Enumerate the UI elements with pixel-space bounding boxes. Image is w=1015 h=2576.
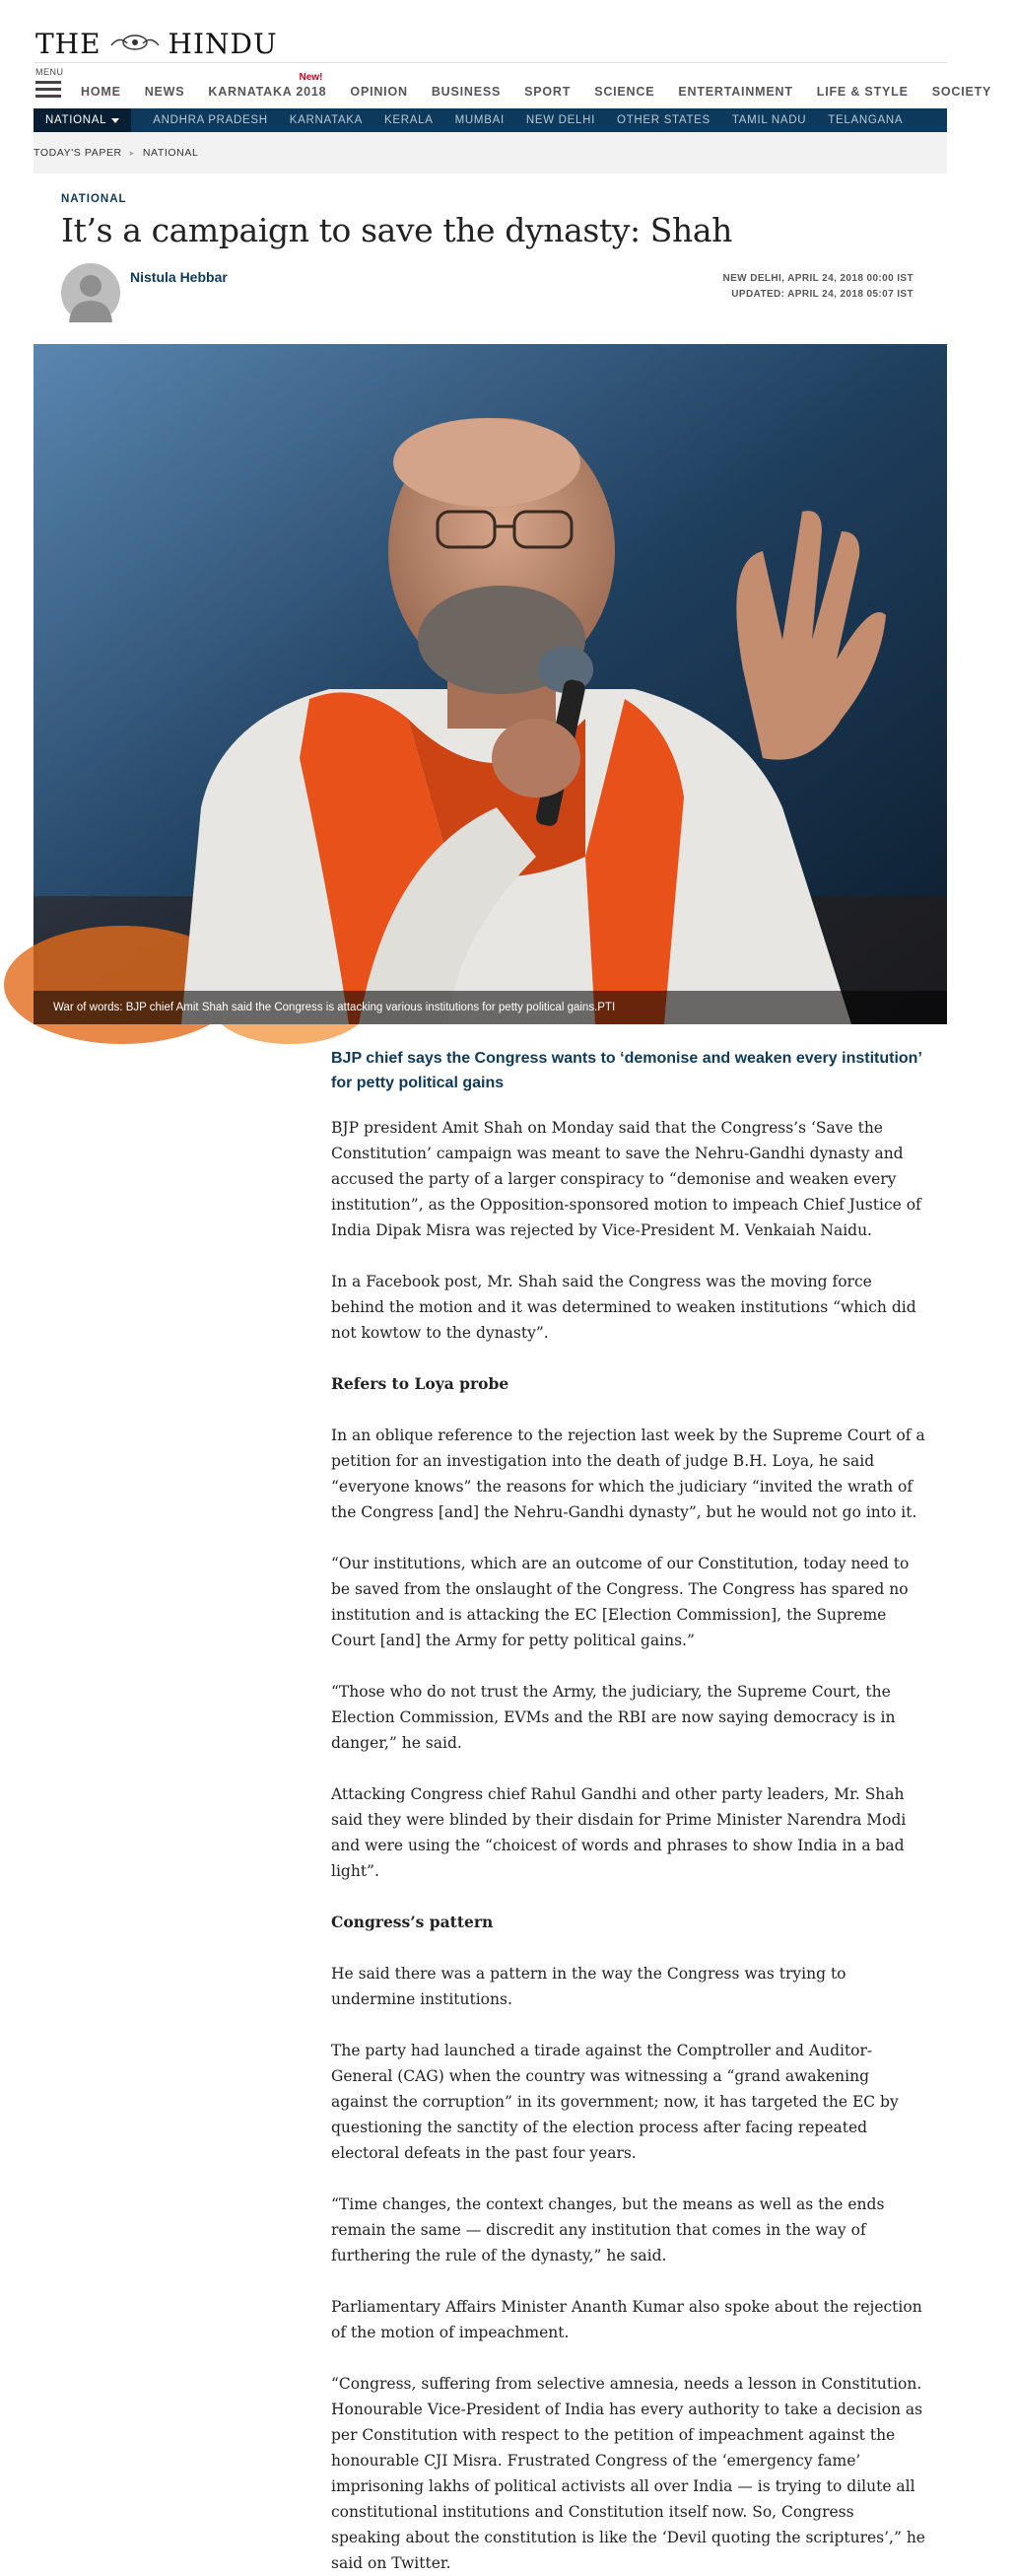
paragraph: “Congress, suffering from selective amnesia, needs a lesson in Constitution. Honourable Vice-President of India has every authority to take a decision as per Constitution with respect to the petition of impeachment against the honourable CJI Misra. Frustrated Congress of the ‘emergency fame’ imprisoning lakhs of political activists all over India — is trying to dilute all constitutional institutions and Constitution itself now. So, Congress speaking about the constitution is like the ‘Devil quoting the scriptures’,” he said on Twitter.: [331, 2375, 925, 2572]
paragraph: In a Facebook post, Mr. Shah said the Congress was the moving force behind the motion and it was determined to weaken institutions “which did not kowtow to the dynasty”.: [331, 1273, 916, 1342]
section-label[interactable]: NATIONAL: [61, 193, 127, 205]
subnav-item[interactable]: KERALA: [384, 114, 434, 126]
masthead: [34, 0, 947, 63]
paragraph: BJP president Amit Shah on Monday said that the Congress’s ‘Save the Constitution’ campaign was meant to save the Nehru-Gandhi dynasty and accused the party of a larger conspiracy to “demonise and weaken every institution”, as the Opposition-sponsored motion to impeach Chief Justice of India Dipak Misra was rejected by Vice-President M. Venkaiah Naidu.: [331, 1119, 921, 1239]
photo-illustration: [34, 344, 947, 1024]
site-logo[interactable]: [35, 26, 278, 60]
paragraph: “Our institutions, which are an outcome of our Constitution, today need to be saved from the onslaught of the Congress. The Congress has spared no institution and is attacking the EC [Election Commission], the Supreme Court [and] the Army for petty political gains.”: [331, 1555, 910, 1649]
author-name[interactable]: Nistula Hebbar: [130, 269, 228, 285]
subnav-item[interactable]: NEW DELHI: [525, 114, 596, 126]
emblem-icon: [105, 26, 165, 45]
main-navigation: [34, 63, 992, 108]
paragraph: Attacking Congress chief Rahul Gandhi and other party leaders, Mr. Shah said they were blinded by their disdain for Prime Minister Narendra Modi and were using the “choicest of words and phrases to show India in a bad light”.: [331, 1785, 907, 1880]
nav-entertainment[interactable]: ENTERTAINMENT: [678, 85, 793, 99]
caret-down-icon: [111, 118, 119, 123]
article-photo: [34, 344, 947, 1024]
dateline: NEW DELHI, APRIL 24, 2018 00:00 IST: [722, 273, 914, 284]
nav-society[interactable]: SOCIETY: [931, 85, 992, 99]
updated-time: UPDATED: APRIL 24, 2018 05:07 IST: [731, 289, 914, 300]
breadcrumb-national[interactable]: NATIONAL: [142, 147, 199, 159]
subnav-item[interactable]: OTHER STATES: [617, 114, 710, 126]
breadcrumb-separator-icon: ▸: [129, 147, 135, 158]
paragraph: In an oblique reference to the rejection last week by the Supreme Court of a petition for an investigation into the death of judge B.H. Loya, he said “everyone knows” the reasons for which the judiciary “invited the wrath of the Congress [and] the Nehru-Gandhi dynasty”, but he would not go into it.: [331, 1427, 925, 1521]
paragraph: He said there was a pattern in the way the Congress was trying to undermine institutions.: [331, 1965, 846, 2008]
nav-home[interactable]: HOME: [81, 85, 121, 99]
subheading: Congress’s pattern: [331, 1913, 494, 1931]
paragraph: “Those who do not trust the Army, the judiciary, the Supreme Court, the Election Commission, EVMs and the RBI are now saying democracy is in danger,” he said.: [331, 1683, 896, 1752]
menu-label: MENU: [35, 67, 64, 77]
nav-sport[interactable]: SPORT: [524, 85, 572, 99]
avatar-icon: [61, 263, 120, 322]
article-body: [331, 1046, 927, 2576]
subheading: Refers to Loya probe: [331, 1374, 509, 1393]
subnav-current-national[interactable]: NATIONAL: [34, 108, 131, 132]
nav-karnataka-2018[interactable]: KARNATAKA 2018 New!: [208, 72, 327, 99]
breadcrumb: [34, 132, 947, 174]
subnav-item[interactable]: TELANGANA: [828, 114, 904, 126]
subnav-item[interactable]: KARNATAKA: [289, 114, 364, 126]
paragraph: The party had launched a tirade against the Comptroller and Auditor-General (CAG) when the country was witnessing a “grand awakening against the corruption” in its government; now, it has targeted the EC by questioning the sanctity of the election process after facing repeated electoral defeats in the past four years.: [331, 2042, 899, 2162]
logo-word-left: THE: [35, 28, 102, 60]
nav-life-style[interactable]: LIFE & STYLE: [816, 85, 909, 99]
subnav-item[interactable]: TAMIL NADU: [731, 114, 807, 126]
nav-news[interactable]: NEWS: [144, 85, 185, 99]
byline: [34, 263, 947, 332]
article-intro: BJP chief says the Congress wants to ‘demonise and weaken every institution’ for petty political gains: [331, 1050, 921, 1091]
nav-opinion[interactable]: OPINION: [350, 85, 408, 99]
article-title: It’s a campaign to save the dynasty: Shah: [61, 211, 732, 249]
nav-science[interactable]: SCIENCE: [594, 85, 655, 99]
hamburger-icon[interactable]: [35, 81, 61, 99]
article-dates: [722, 271, 914, 303]
subnav-item[interactable]: MUMBAI: [454, 114, 505, 126]
paragraph: Parliamentary Affairs Minister Ananth Kumar also spoke about the rejection of the motion of impeachment.: [331, 2298, 922, 2341]
section-subnav: [34, 108, 947, 132]
subnav-item[interactable]: ANDHRA PRADESH: [153, 114, 268, 126]
nav-business[interactable]: BUSINESS: [431, 85, 502, 99]
new-badge: New!: [299, 72, 323, 83]
photo-caption: War of words: BJP chief Amit Shah said the Congress is attacking various institutions for petty political gains.PTI: [34, 991, 947, 1024]
logo-word-right: HINDU: [168, 28, 278, 60]
breadcrumb-todays-paper[interactable]: TODAY'S PAPER: [34, 147, 122, 159]
paragraph: “Time changes, the context changes, but the means as well as the ends remain the same — discredit any institution that comes in the way of furthering the rule of the dynasty,” he said.: [331, 2195, 885, 2264]
